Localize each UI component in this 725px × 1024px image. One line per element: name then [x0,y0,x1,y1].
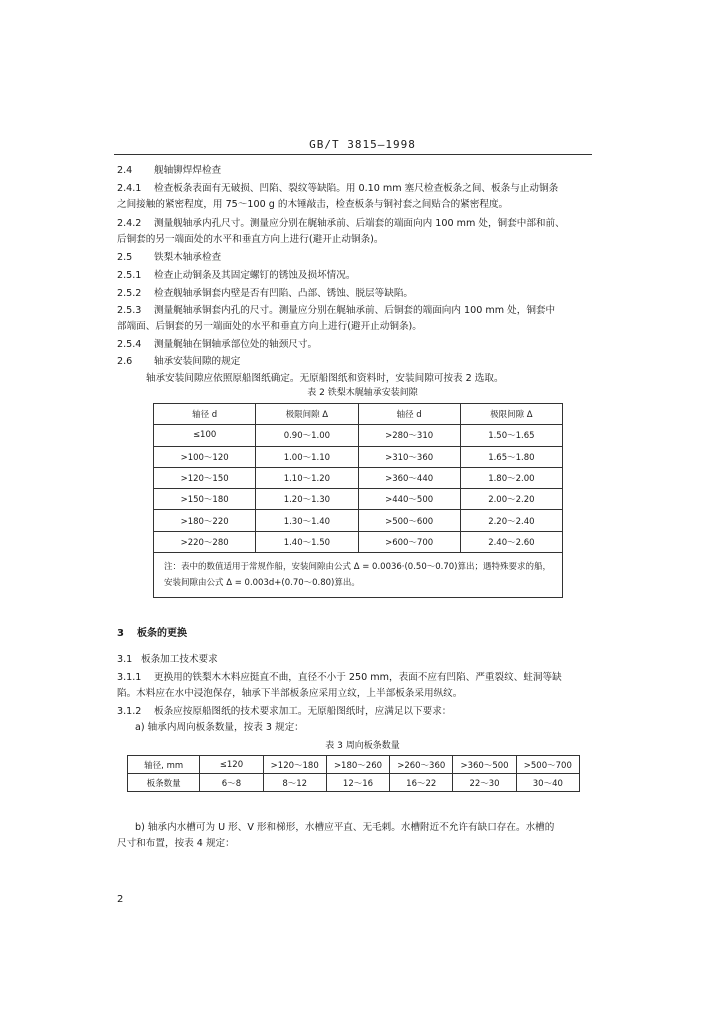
para-2-5-3-line1: 2.5.3 测量艉轴承铜套内孔的尺寸。测量应分别在艉轴承前、后铜套的端面向内 100 mm 处，铜套中 [117,305,556,316]
table2-cell: 1.40～1.50 [256,531,358,552]
table2-header-row [154,404,563,425]
table3-cell: >360～500 [453,756,516,774]
table3-cell: 22～30 [453,774,516,792]
para-2-4-2-line2: 后铜套的另一端面处的水平和垂直方向上进行(避开止动铜条)。 [117,234,384,245]
table3-caption: 表 3 周向板条数量 [325,741,400,751]
table2-header: 轴径 d [154,404,256,425]
section-2-4-heading: 2.4 舰轴铆焊焊检查 [117,165,222,176]
table3-cell: >500～700 [516,756,579,774]
para-3-1-1-line1: 3.1.1 更换用的铁梨木木料应挺直不曲，直径不小于 250 mm，表面不应有凹陷、严重裂纹、蛀洞等缺 [117,672,562,683]
para-b-line1: b) 轴承内水槽可为 U 形、V 形和梯形，水槽应平直、无毛刺。水槽附近不允许有缺口存在。水槽的 [135,822,555,833]
table-row [154,467,563,488]
table2-cell: >100～120 [154,446,256,467]
table3-cell: 轴径, mm [128,756,200,774]
table3-cell: 板条数量 [128,774,200,792]
table2-cell: >120～150 [154,467,256,488]
table2-caption: 表 2 铁梨木艉轴承安装间隙 [307,388,418,398]
table2-cell: 1.30～1.40 [256,510,358,531]
table-row [154,446,563,467]
table2-cell: 1.65～1.80 [460,446,562,467]
table-row [154,489,563,510]
table-row [128,774,580,792]
table3-cell: >120～180 [263,756,326,774]
table3 [127,755,580,792]
table2-cell: 2.20～2.40 [460,510,562,531]
section-3-heading: 3 板条的更换 [117,628,187,639]
table2-cell: >360～440 [358,467,460,488]
page-header: GB/T 3815—1998 [309,138,416,151]
table2-cell: ≤100 [154,425,256,446]
table3-cell: >180～260 [326,756,389,774]
table2-cell: >440～500 [358,489,460,510]
section-3-1-heading: 3.1 板条加工技术要求 [117,654,218,665]
table2-header: 极限间隙 Δ [460,404,562,425]
para-2-5-1: 2.5.1 检查止动铜条及其固定螺钉的锈蚀及损坏情况。 [117,270,356,281]
table2-cell: 1.50～1.65 [460,425,562,446]
table3-cell: 30～40 [516,774,579,792]
page-number: 2 [117,894,124,905]
table-row [128,756,580,774]
table2-header: 极限间隙 Δ [256,404,358,425]
para-3-1-2: 3.1.2 板条应按原船图纸的技术要求加工。无原船图纸时，应满足以下要求： [117,706,452,717]
para-2-5-3-line2: 部端面、后铜套的另一端面处的水平和垂直方向上进行(避开止动铜条)。 [117,321,422,332]
para-2-4-2-line1: 2.4.2 测量舰轴承内孔尺寸。测量应分别在艉轴承前、后端套的端面向内 100 mm 处，铜套中部和前、 [117,218,565,229]
section-2-5-heading: 2.5 铁梨木轴承检查 [117,252,222,263]
table3-cell: 6～8 [200,774,263,792]
table2-cell: >220～280 [154,531,256,552]
table2-cell: >310～360 [358,446,460,467]
para-2-6: 轴承安装间隙应依照原船图纸确定。无原船图纸和资料时，安装间隙可按表 2 选取。 [146,373,504,384]
table2-cell: 2.00～2.20 [460,489,562,510]
para-3-1-1-line2: 陷。木料应在水中浸泡保存，轴承下半部板条应采用立纹，上半部板条采用纵纹。 [117,688,463,699]
table2-cell: 0.90～1.00 [256,425,358,446]
table2-header: 轴径 d [358,404,460,425]
table2 [153,403,563,598]
table2-cell: >500～600 [358,510,460,531]
table3-cell: 8～12 [263,774,326,792]
header-rule [114,154,592,155]
section-2-6-heading: 2.6 轴承安装间隙的规定 [117,356,241,367]
table-row [154,510,563,531]
table2-cell: 1.10～1.20 [256,467,358,488]
table2-note: 注：表中的数值适用于常规作船，安装间隙由公式 Δ = 0.0036·(0.50～0.70)算出；遇特殊要求的船，安装间隙由公式 Δ = 0.003d+(0.70～0.80)算出。 [154,553,563,598]
para-b-line2: 尺寸和布置，按表 4 规定： [117,838,235,849]
para-2-4-1-line2: 之间接触的紧密程度，用 75～100 g 的木锤敲击，检查板条与铜衬套之间贴合的紧密程度。 [117,199,509,210]
table2-note-row [154,553,563,598]
table-row [154,425,563,446]
table3-cell: ≤120 [200,756,263,774]
table2-cell: >280～310 [358,425,460,446]
para-2-5-2: 2.5.2 检查舰轴承铜套内壁是否有凹陷、凸部、锈蚀、脱层等缺陷。 [117,288,414,299]
table2-cell: 1.20～1.30 [256,489,358,510]
table2-cell: >150～180 [154,489,256,510]
table2-cell: 1.80～2.00 [460,467,562,488]
table3-cell: 12～16 [326,774,389,792]
table2-cell: 1.00～1.10 [256,446,358,467]
table2-cell: 2.40～2.60 [460,531,562,552]
table3-cell: 16～22 [390,774,453,792]
table3-cell: >260～360 [390,756,453,774]
para-a: a) 轴承内周向板条数量，按表 3 规定： [135,722,304,733]
para-2-4-1-line1: 2.4.1 检查板条表面有无破损、凹陷、裂纹等缺陷。用 0.10 mm 塞尺检查板条之间、板条与止动铜条 [117,183,559,194]
table-row [154,531,563,552]
para-2-5-4: 2.5.4 测量艉轴在铜轴承部位处的轴颈尺寸。 [117,339,318,350]
table2-cell: >180～220 [154,510,256,531]
table2-cell: >600～700 [358,531,460,552]
